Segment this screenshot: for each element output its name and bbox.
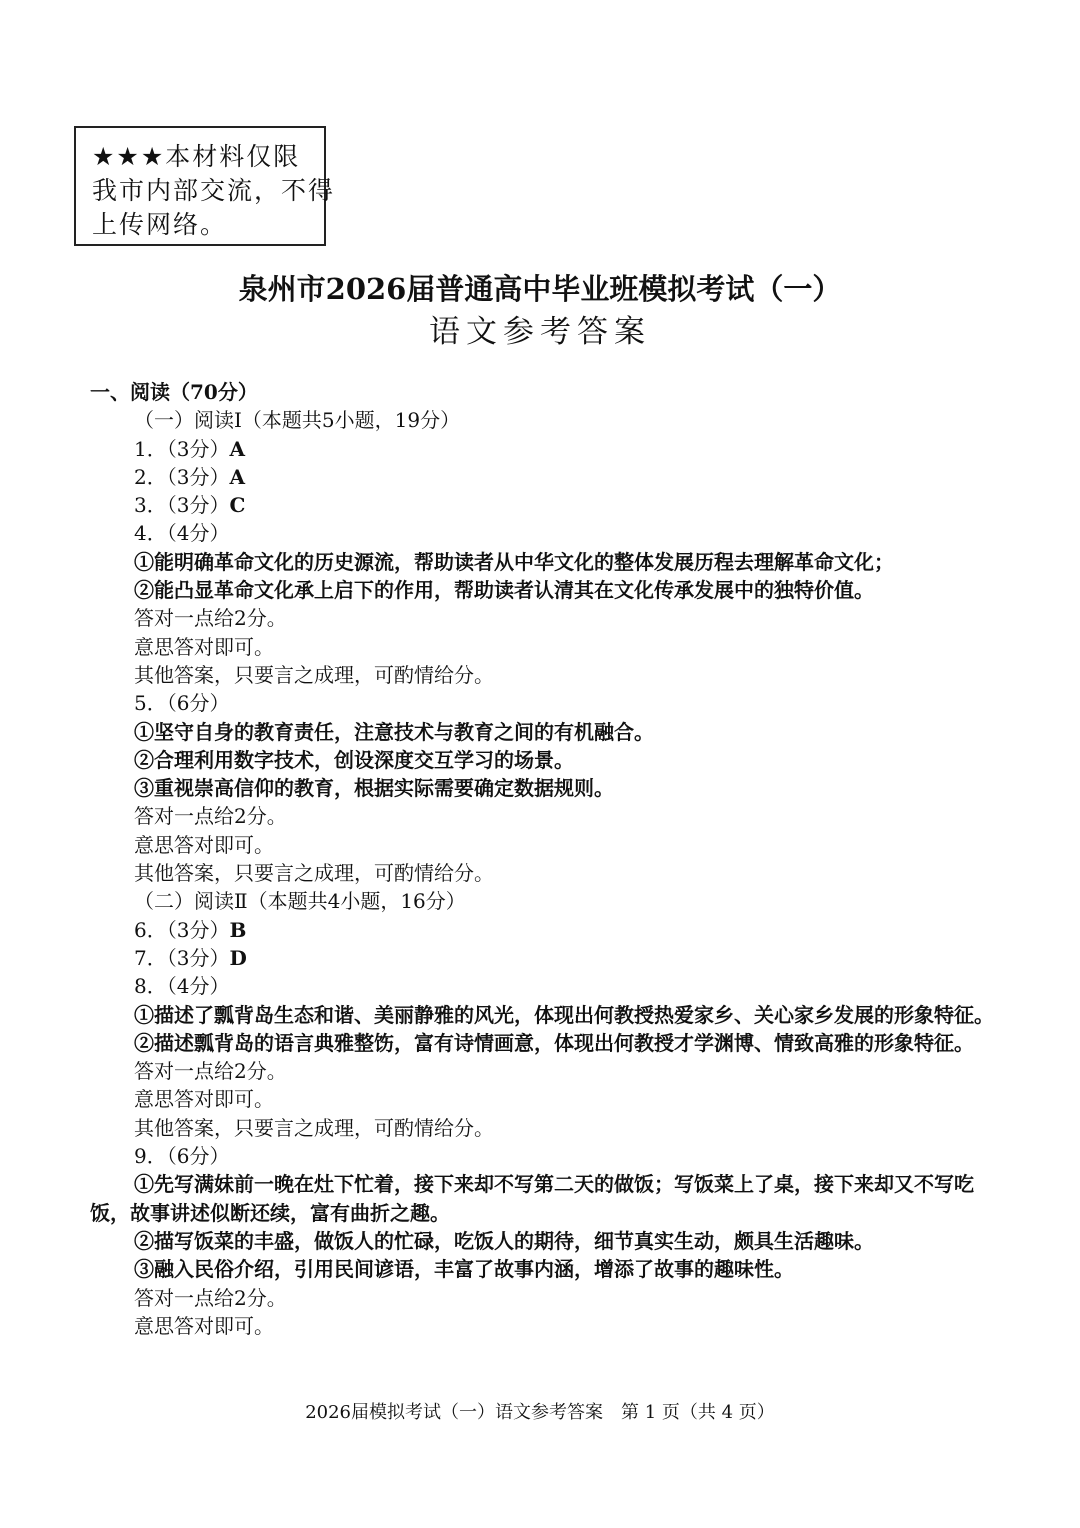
notice-line: ★★★本材料仅限 [92,142,301,171]
answer-point: ①先写满妹前一晚在灶下忙着，接下来却不写第二天的做饭；写饭菜上了桌，接下来却又不写吃饭，故事讲述似断还续，富有曲折之趣。 [90,1172,974,1225]
question-3: 3．（3分）C [134,493,246,518]
score-note: 答对一点给2分。 [134,1285,287,1310]
answer-point: ②能凸显革命文化承上启下的作用，帮助读者认清其在文化传承发展中的独特价值。 [134,578,874,603]
meaning-note: 意思答对即可。 [134,1087,274,1112]
notice-line: 上传网络。 [92,210,228,239]
section-heading: 一、阅读（70分） [90,380,258,404]
notice-line: 我市内部交流，不得 [92,176,336,205]
page-footer: 2026届模拟考试（一）语文参考答案 第 1 页（共 4 页） [305,1402,775,1423]
score-note: 答对一点给2分。 [134,804,287,829]
score-note: 答对一点给2分。 [134,606,287,631]
meaning-note: 意思答对即可。 [134,1313,274,1338]
answer-point: ③重视崇高信仰的教育，根据实际需要确定数据规则。 [134,776,614,801]
other-note: 其他答案，只要言之成理，可酌情给分。 [134,662,494,687]
answer-point: ①能明确革命文化的历史源流，帮助读者从中华文化的整体发展历程去理解革命文化； [134,549,894,574]
question-1: 1．（3分）A [134,436,245,461]
answer-point: ②合理利用数字技术，创设深度交互学习的场景。 [134,747,574,772]
meaning-note: 意思答对即可。 [134,832,274,857]
question-8: 8．（4分） [134,974,230,999]
score-note: 答对一点给2分。 [134,1059,287,1084]
meaning-note: 意思答对即可。 [134,634,274,659]
answer-letter: A [229,464,245,489]
notice-box [74,126,336,246]
answer-point: ②描述瓢背岛的语言典雅整饬，富有诗情画意，体现出何教授才学渊博、情致高雅的形象特征。 [134,1030,974,1055]
answer-letter: A [229,436,245,461]
answer-letter: C [229,493,246,518]
question-9: 9．（6分） [134,1144,230,1169]
other-note: 其他答案，只要言之成理，可酌情给分。 [134,861,494,886]
question-7: 7．（3分）D [134,945,247,970]
part-heading: （一）阅读Ⅰ（本题共5小题，19分） [134,408,461,433]
question-5: 5．（6分） [134,691,230,716]
answer-point: ①描述了瓢背岛生态和谐、美丽静雅的风光，体现出何教授热爱家乡、关心家乡发展的形象特征。 [134,1002,994,1027]
answer-letter: D [229,945,247,970]
answer-point: ②描写饭菜的丰盛，做饭人的忙碌，吃饭人的期待，细节真实生动，颇具生活趣味。 [134,1228,874,1253]
question-6: 6．（3分）B [134,917,247,942]
part-heading: （二）阅读Ⅱ（本题共4小题，16分） [134,889,466,914]
answer-point: ③融入民俗介绍，引用民间谚语，丰富了故事内涵，增添了故事的趣味性。 [134,1257,794,1282]
answer-content [90,378,1000,1340]
answer-point: ①坚守自身的教育责任，注意技术与教育之间的有机融合。 [134,719,654,744]
page-subtitle: 语文参考答案 [429,314,651,350]
question-2: 2．（3分）A [134,464,245,489]
answer-letter: B [229,917,247,942]
other-note: 其他答案，只要言之成理，可酌情给分。 [134,1115,494,1140]
question-4: 4．（4分） [134,521,230,546]
page-title: 泉州市2026届普通高中毕业班模拟考试（一） [238,272,842,306]
